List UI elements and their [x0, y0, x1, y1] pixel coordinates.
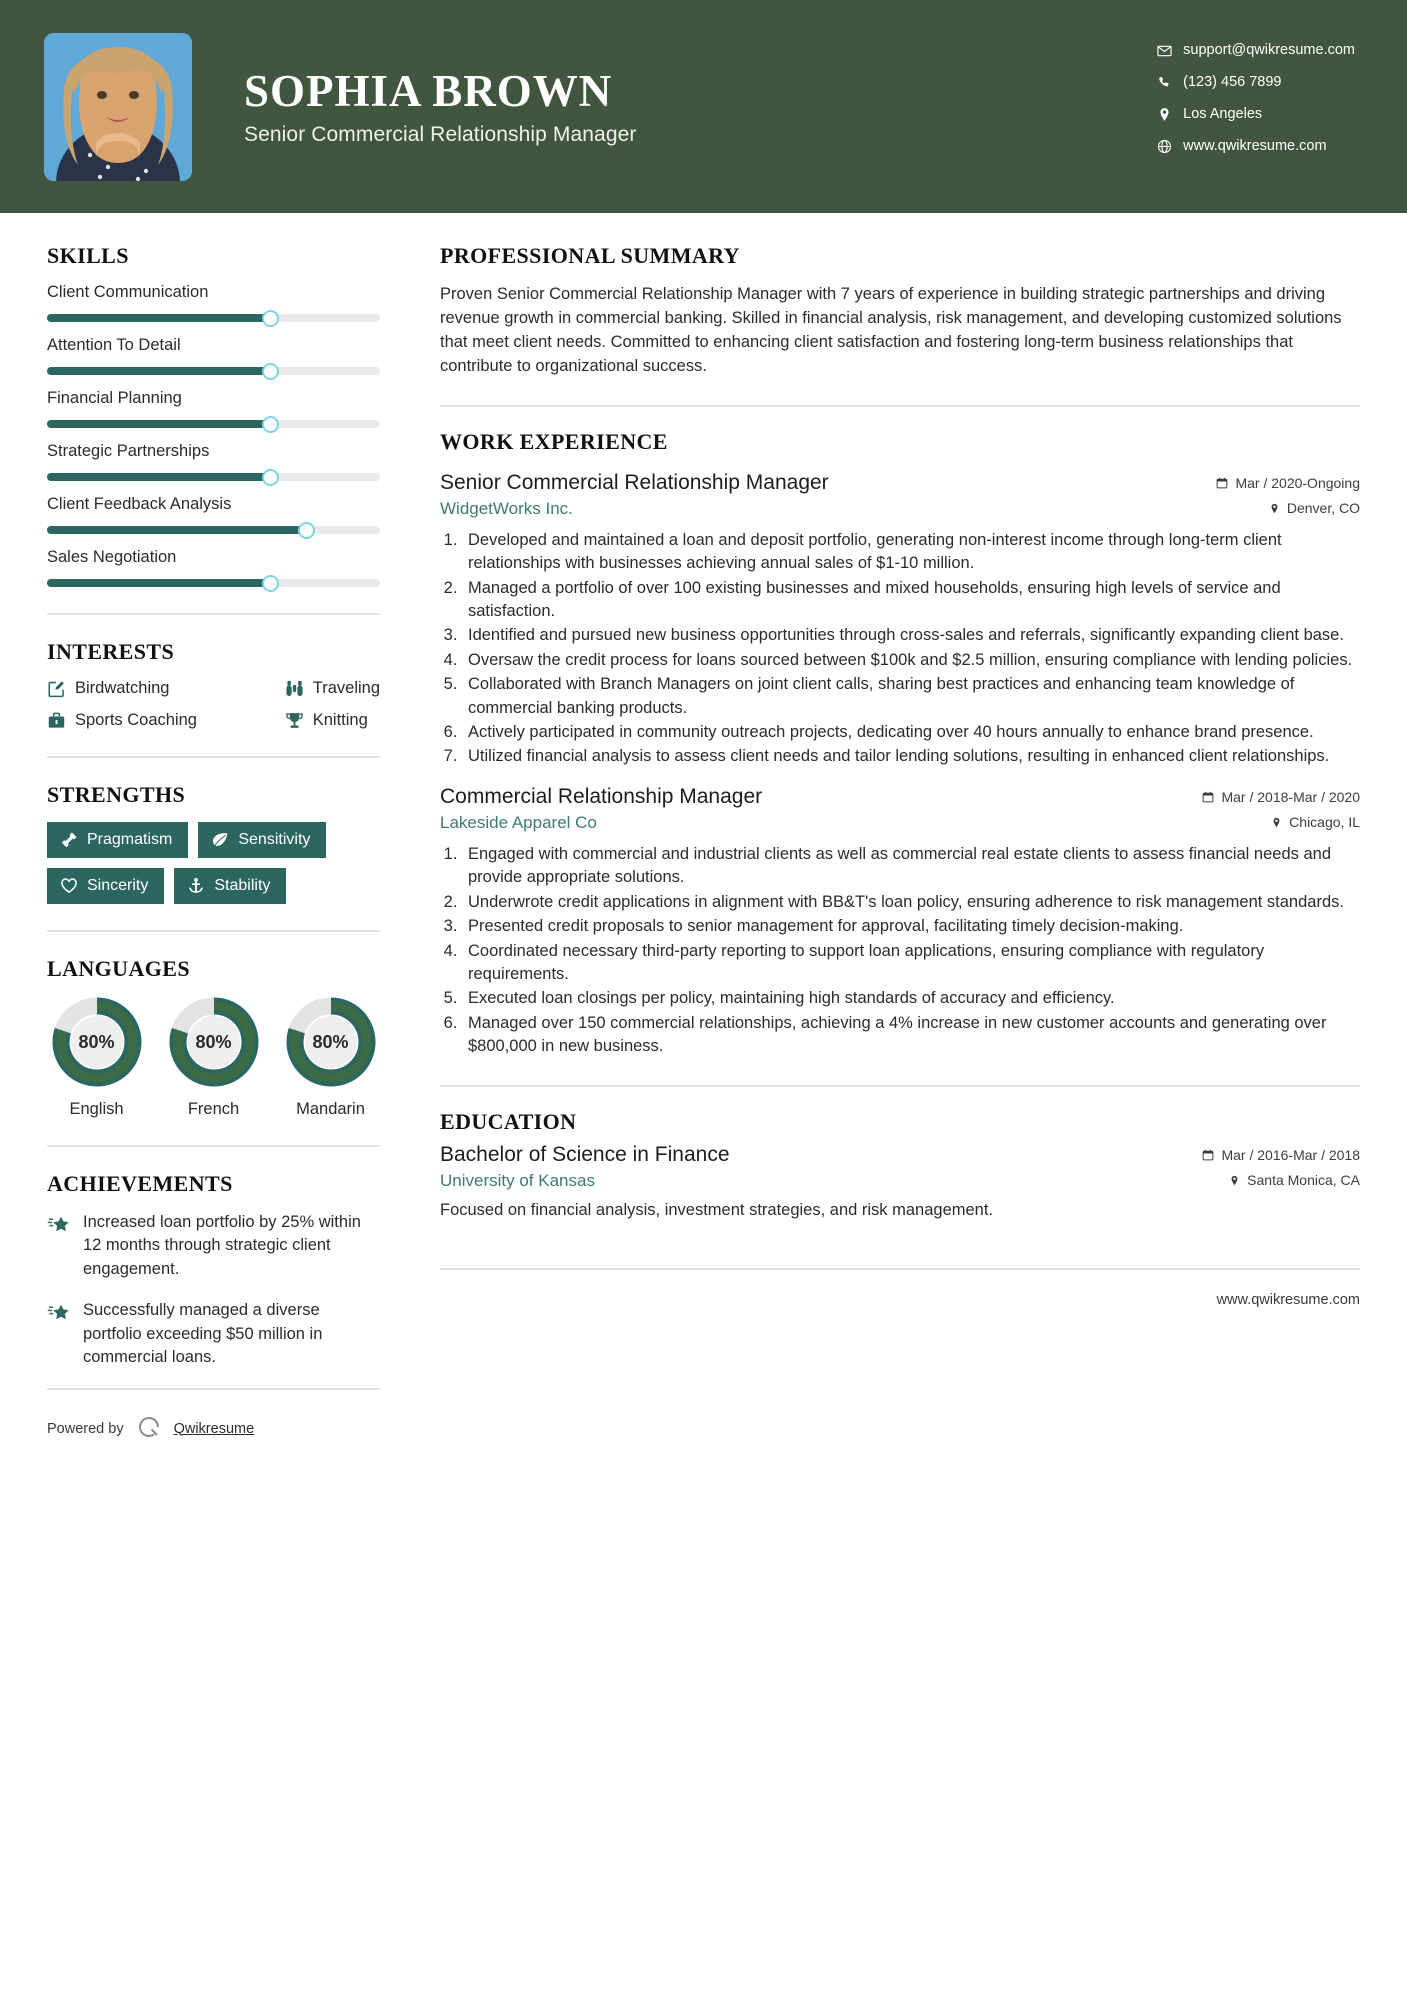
skill-track: [47, 314, 380, 322]
leaf-icon: [211, 831, 229, 849]
strength-label: Stability: [214, 877, 271, 894]
skill-item: [47, 336, 380, 375]
main-footer-url[interactable]: www.qwikresume.com: [1216, 1292, 1360, 1309]
job-bullet: 1. Engaged with commercial and industrial clients as well as commercial real estate clients to assess financial needs and provide appropriate solutions.: [462, 843, 1360, 890]
heart-icon: [60, 877, 78, 895]
star-icon: [47, 1213, 71, 1242]
calendar-icon: [1202, 791, 1214, 803]
job-role-subtitle: Senior Commercial Relationship Manager: [244, 122, 637, 146]
job-sub: [440, 499, 1360, 519]
resume-header: [0, 0, 1407, 213]
contact-email-text: support@qwikresume.com: [1183, 42, 1355, 58]
skill-track: [47, 526, 380, 534]
skill-track: [47, 367, 380, 375]
skill-knob[interactable]: [262, 469, 279, 486]
skill-label: Sales Negotiation: [47, 548, 177, 566]
skill-fill: [47, 367, 270, 375]
strength-chip: [47, 868, 164, 904]
interests-section: [47, 639, 380, 730]
skill-track: [47, 579, 380, 587]
interest-label: Birdwatching: [75, 679, 170, 697]
achievement-item: [47, 1211, 380, 1281]
qwikresume-logo-icon: [136, 1414, 162, 1444]
job-bullet: 2. Underwrote credit applications in alignment with BB&T's loan policy, ensuring adherence to risk management standards.: [462, 891, 1360, 914]
language-donut: [51, 996, 143, 1088]
language-name: Mandarin: [296, 1100, 365, 1118]
trophy-icon: [285, 711, 313, 730]
contact-website-text: www.qwikresume.com: [1183, 138, 1327, 154]
contact-phone-text: (123) 456 7899: [1183, 74, 1282, 90]
job-bullet: 3. Presented credit proposals to senior management for approval, facilitating timely decision-making.: [462, 915, 1360, 938]
achievement-item: [47, 1299, 380, 1369]
strength-chip: [198, 822, 326, 858]
interest-label: Traveling: [312, 679, 380, 697]
job-location: [1271, 814, 1360, 830]
job-location-text: Denver, CO: [1286, 500, 1360, 517]
strength-chip: [174, 868, 286, 904]
job-bullets: [462, 843, 1360, 1059]
sidebar-footer: [47, 1414, 380, 1444]
interests-title: INTERESTS: [47, 639, 175, 664]
education-description: Focused on financial analysis, investment strategies, and risk management.: [440, 1200, 994, 1219]
job-sub: [440, 813, 1360, 833]
job-dates: [1216, 475, 1360, 491]
divider: [47, 1388, 380, 1390]
divider: [47, 1145, 380, 1147]
summary-text: Proven Senior Commercial Relationship Manager with 7 years of experience in building strategic partnerships and driving revenue growth in commercial banking. Skilled in financial analysis, risk management, and developing customized solutions that meet client needs. Committed to enhancing client satisfaction and fostering long-term business relationships that contribute to organizational success.: [440, 285, 1342, 375]
job-dates-text: Mar / 2020-Ongoing: [1235, 474, 1360, 491]
job-bullets: [462, 529, 1360, 769]
skill-label: Attention To Detail: [47, 336, 181, 354]
page-title: SOPHIA BROWN: [244, 66, 613, 117]
skill-item: [47, 389, 380, 428]
job-bullet: 2. Managed a portfolio of over 100 existing businesses and mixed households, ensuring high levels of service and satisfaction.: [462, 577, 1360, 624]
skill-track: [47, 473, 380, 481]
job-bullet: 5. Collaborated with Branch Managers on joint client calls, sharing best practices and enhancing team knowledge of commercial banking products.: [462, 673, 1360, 720]
briefcase-icon: [47, 711, 75, 730]
work-title: WORK EXPERIENCE: [440, 428, 668, 454]
phone-icon: [1157, 75, 1183, 90]
job-dates-text: Mar / 2018-Mar / 2020: [1221, 788, 1360, 805]
contact-location: [1157, 106, 1355, 122]
sidebar: [0, 213, 400, 1444]
job-bullet: 6. Actively participated in community outreach projects, dedicating over 40 hours annually to enhance brand presence.: [462, 721, 1360, 744]
interest-label: Sports Coaching: [75, 711, 197, 729]
avatar-photo: [44, 33, 192, 181]
achievements-list: [47, 1211, 380, 1370]
education-title: EDUCATION: [440, 1108, 577, 1134]
main-content: [400, 213, 1407, 1444]
qwikresume-brand-link[interactable]: Qwikresume: [173, 1420, 255, 1437]
skill-item: [47, 548, 380, 587]
pencil-square-icon: [47, 679, 75, 698]
skill-fill: [47, 314, 270, 322]
contact-email[interactable]: [1157, 42, 1355, 58]
education-sub: [440, 1171, 1360, 1191]
skills-list: [47, 283, 380, 587]
skill-label: Client Communication: [47, 283, 209, 301]
job-entry: [440, 471, 1360, 769]
jobs-list: [440, 471, 1360, 1059]
job-head: [440, 471, 1360, 495]
contact-location-text: Los Angeles: [1183, 106, 1263, 122]
language-value: 80%: [78, 1031, 115, 1052]
language-name: French: [187, 1100, 240, 1118]
star-icon: [47, 1301, 71, 1330]
education-section: [440, 1109, 1360, 1222]
map-pin-icon: [1229, 1175, 1240, 1186]
contact-list: [1157, 42, 1355, 154]
education-head: [440, 1143, 1360, 1167]
job-head: [440, 785, 1360, 809]
achievements-section: [47, 1171, 380, 1370]
languages-list: [47, 996, 380, 1119]
skill-item: [47, 283, 380, 322]
strengths-title: STRENGTHS: [47, 782, 186, 807]
divider: [440, 1085, 1360, 1087]
skill-knob[interactable]: [262, 363, 279, 380]
resume-body: [0, 213, 1407, 1444]
map-pin-icon: [1269, 503, 1280, 514]
education-school: University of Kansas: [440, 1170, 595, 1190]
summary-section: [440, 243, 1360, 379]
divider: [440, 1268, 1360, 1270]
skill-track: [47, 420, 380, 428]
hammer-icon: [60, 831, 78, 849]
contact-phone[interactable]: [1157, 74, 1355, 90]
language-item: [164, 996, 263, 1119]
language-value: 80%: [312, 1031, 349, 1052]
skill-label: Client Feedback Analysis: [47, 495, 232, 513]
language-donut: [168, 996, 260, 1088]
map-pin-icon: [1157, 107, 1183, 122]
skills-title: SKILLS: [47, 243, 129, 268]
job-dates: [1202, 789, 1360, 805]
skill-label: Financial Planning: [47, 389, 182, 407]
job-entry: [440, 785, 1360, 1059]
name-block: [244, 66, 636, 146]
anchor-icon: [187, 877, 205, 895]
work-section: [440, 429, 1360, 1059]
job-title: Commercial Relationship Manager: [440, 784, 763, 808]
skill-item: [47, 495, 380, 534]
skill-knob[interactable]: [262, 310, 279, 327]
job-company: WidgetWorks Inc.: [440, 498, 573, 518]
strengths-section: [47, 782, 380, 904]
job-bullet: 6. Managed over 150 commercial relationships, achieving a 4% increase in new customer accounts and generating over $800,000 in new business.: [462, 1012, 1360, 1059]
skill-item: [47, 442, 380, 481]
language-item: [281, 996, 380, 1119]
skill-label: Strategic Partnerships: [47, 442, 210, 460]
interest-item: [47, 679, 277, 698]
interest-label: Knitting: [312, 711, 368, 729]
divider: [440, 405, 1360, 407]
achievement-text: Successfully managed a diverse portfolio exceeding $50 million in commercial loans.: [83, 1301, 323, 1367]
interest-item: [285, 711, 380, 730]
job-title: Senior Commercial Relationship Manager: [440, 470, 829, 494]
calendar-icon: [1202, 1149, 1214, 1161]
skill-fill: [47, 473, 270, 481]
job-bullet: 3. Identified and pursued new business opportunities through cross-sales and referrals, significantly expanding client base.: [462, 624, 1360, 647]
education-location-text: Santa Monica, CA: [1247, 1172, 1360, 1189]
interest-item: [285, 679, 380, 698]
language-value: 80%: [195, 1031, 232, 1052]
languages-section: [47, 956, 380, 1119]
job-location: [1269, 500, 1360, 516]
education-dates-text: Mar / 2016-Mar / 2018: [1221, 1146, 1360, 1163]
education-degree: Bachelor of Science in Finance: [440, 1142, 730, 1166]
strength-chip: [47, 822, 188, 858]
envelope-icon: [1157, 43, 1183, 58]
skill-fill: [47, 526, 307, 534]
divider: [47, 613, 380, 615]
language-item: [47, 996, 146, 1119]
strength-label: Pragmatism: [87, 831, 173, 848]
strengths-list: [47, 822, 380, 904]
job-bullet: 1. Developed and maintained a loan and deposit portfolio, generating non-interest income through long-term client relationships with businesses achieving annual sales of $1-10 million.: [462, 529, 1360, 576]
interests-list: [47, 679, 380, 730]
job-bullet: 4. Coordinated necessary third-party reporting to support loan applications, ensuring compliance with regulatory requirements.: [462, 940, 1360, 987]
job-location-text: Chicago, IL: [1289, 814, 1360, 831]
map-pin-icon: [1271, 817, 1282, 828]
achievements-title: ACHIEVEMENTS: [47, 1171, 233, 1196]
job-bullet: 5. Executed loan closings per policy, maintaining high standards of accuracy and efficiency.: [462, 987, 1360, 1010]
strength-label: Sensitivity: [238, 831, 311, 848]
language-donut: [285, 996, 377, 1088]
divider: [47, 756, 380, 758]
skill-knob[interactable]: [298, 522, 315, 539]
contact-website[interactable]: [1157, 138, 1355, 154]
skills-section: [47, 243, 380, 587]
language-name: English: [69, 1100, 124, 1118]
education-location: [1229, 1172, 1360, 1188]
binoculars-icon: [285, 679, 313, 698]
skill-knob[interactable]: [262, 416, 279, 433]
globe-icon: [1157, 139, 1183, 154]
powered-by-label: Powered by: [47, 1420, 124, 1437]
achievement-text: Increased loan portfolio by 25% within 12 months through strategic client engagement.: [83, 1213, 361, 1278]
skill-fill: [47, 420, 270, 428]
avatar: [44, 33, 192, 181]
languages-title: LANGUAGES: [47, 956, 190, 981]
interest-item: [47, 711, 277, 730]
job-bullet: 4. Oversaw the credit process for loans sourced between $100k and $2.5 million, ensuring compliance with lending policies.: [462, 649, 1360, 672]
calendar-icon: [1216, 477, 1228, 489]
education-dates: [1202, 1147, 1360, 1163]
skill-knob[interactable]: [262, 575, 279, 592]
divider: [47, 930, 380, 932]
summary-title: PROFESSIONAL SUMMARY: [440, 243, 740, 268]
strength-label: Sincerity: [87, 877, 149, 894]
job-bullet: 7. Utilized financial analysis to assess client needs and tailor lending solutions, resulting in enhanced client relationships.: [462, 745, 1360, 768]
skill-fill: [47, 579, 270, 587]
job-company: Lakeside Apparel Co: [440, 812, 597, 832]
